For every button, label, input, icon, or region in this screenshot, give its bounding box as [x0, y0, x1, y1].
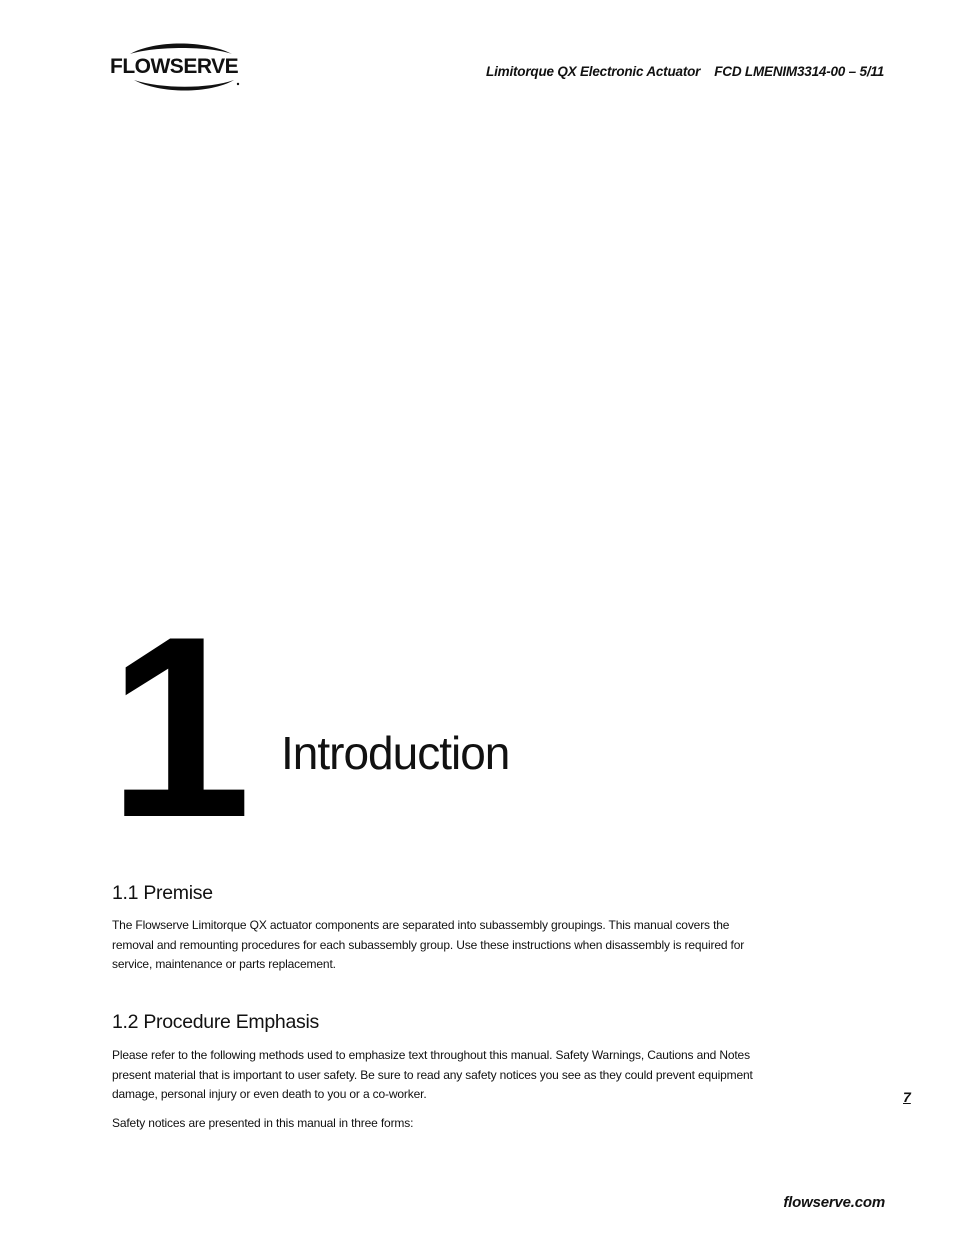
logo-wordmark: FLOWSERVE — [110, 55, 239, 78]
page-number: 7 — [903, 1089, 911, 1105]
chapter-number: 1 — [108, 582, 246, 871]
premise-paragraph: The Flowserve Limitorque QX actuator components are separated into subassembly groupings. This manual covers the removal and remounting procedures for each subassembly group. Use these instructions when disassembly is required for service, maintenance or parts replacement. — [112, 918, 745, 971]
section-heading-premise: 1.1 Premise — [112, 882, 213, 904]
procedure-emphasis-paragraph: Please refer to the following methods used to emphasize text throughout this manual. Safety Warnings, Cautions and Notes present material that is important to user safety. Be sure to read any safety notices you see as they could prevent equipment damage, personal injury or even death to you or a co-worker. — [112, 1048, 753, 1101]
flowserve-logo — [110, 42, 250, 96]
running-header — [486, 64, 884, 79]
document-code: FCD LMENIM3314-00 – 5/11 — [714, 64, 884, 79]
section-heading-procedure-emphasis: 1.2 Procedure Emphasis — [112, 1011, 319, 1033]
document-title: Limitorque QX Electronic Actuator — [486, 64, 701, 79]
footer-website-link[interactable]: flowserve.com — [783, 1194, 885, 1211]
safety-notices-paragraph: Safety notices are presented in this manual in three forms: — [112, 1116, 414, 1130]
chapter-title: Introduction — [281, 727, 510, 779]
